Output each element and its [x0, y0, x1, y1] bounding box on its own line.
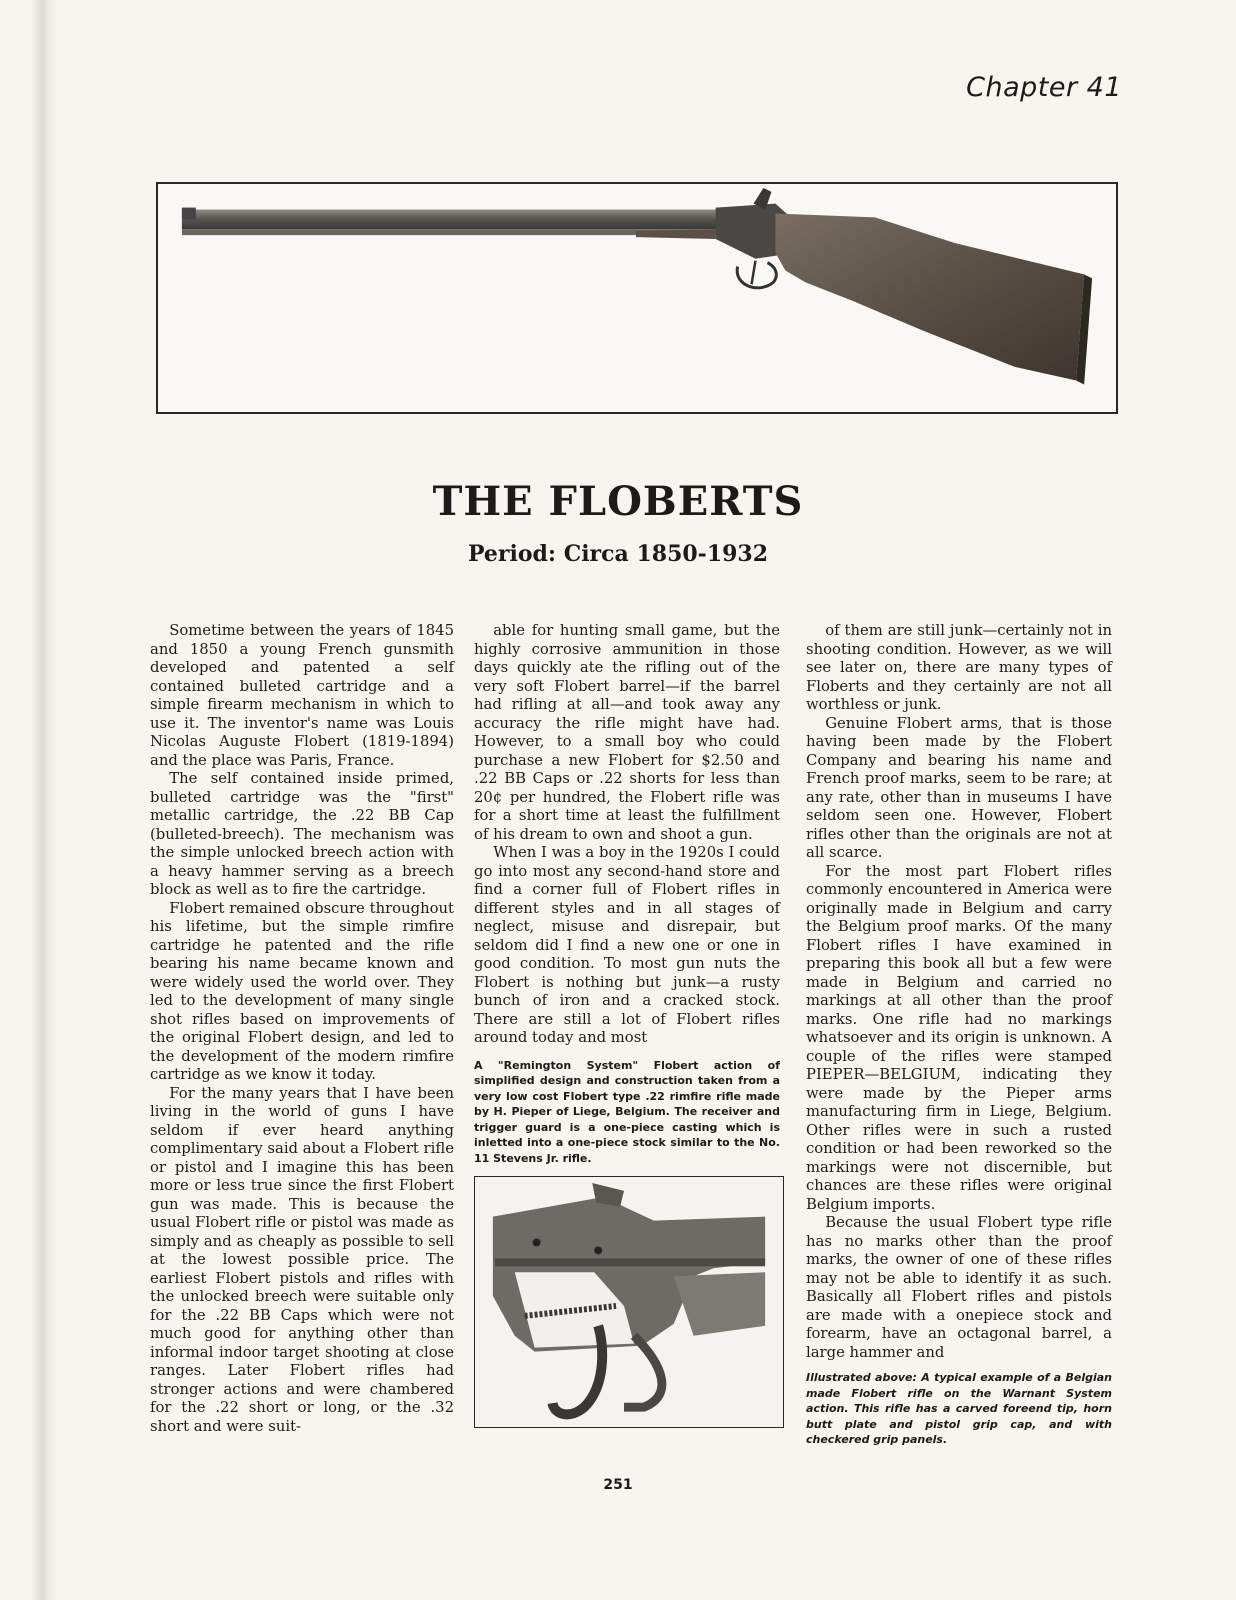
rifle-photo-caption: Illustrated above: A typical example of a Belgian made Flobert rifle on the Warnant System action. This rifle has a carved foreend tip, horn butt plate and pistol grip cap, and with checkered grip panels.	[806, 1371, 1112, 1446]
paragraph: of them are still junk—certainly not in shooting condition. However, as we will see later on, there are many types of Floberts and they certainly are not all worthless or junk.	[806, 622, 1112, 713]
text-column-1	[150, 622, 454, 1436]
paragraph: For the most part Flobert rifles commonly encountered in America were originally made in Belgium and carry the Belgium proof marks. Of the many Flobert rifles I have examined in preparing this book all but a few were made in Belgium and carried no markings at all other than the proof marks. One rifle had no markings whatsoever and its origin is unknown. A couple of the rifles were stamped PIEPER—BELGIUM, indicating they were made by the Pieper arms manufacturing firm in Liege, Belgium. Other rifles were in such a rusted condition or had been reworked so the markings were not discernible, but chances are these rifles were original Belgium imports.	[806, 862, 1112, 1213]
paragraph: Sometime between the years of 1845 and 1850 a young French gunsmith developed and patented a self contained bulleted cartridge and a simple firearm mechanism in which to use it. The inventor's name was Louis Nicolas Auguste Flobert (1819-1894) and the place was Paris, France.	[150, 622, 454, 769]
flobert-rifle-photo	[156, 182, 1118, 414]
article-title: THE FLOBERTS	[432, 478, 804, 525]
paragraph: Because the usual Flobert type rifle has no marks other than the proof marks, the owner of one of these rifles may not be able to identify it as such. Basically all Flobert rifles and pistols are made with a onepiece stock and forearm, have an octagonal barrel, a large hammer and	[806, 1214, 1112, 1361]
action-photo-caption: A "Remington System" Flobert action of simplified design and construction taken from a very low cost Flobert type .22 rimfire rifle made by H. Pieper of Liege, Belgium. The receiver and trigger guard is a one-piece casting which is inletted into a one-piece stock similar to the No. 11 Stevens Jr. rifle.	[474, 1058, 780, 1165]
page-number: 251	[603, 1477, 633, 1493]
paragraph: When I was a boy in the 1920s I could go into most any second-hand store and find a corner full of Flobert rifles in different styles and in all stages of neglect, misuse and disrepair, but seldom did I find a new one or one in good condition. To most gun nuts the Flobert is nothing but junk—a rusty bunch of iron and a cracked stock. There are still a lot of Flobert rifles around today and most	[474, 844, 780, 1046]
paragraph: For the many years that I have been living in the world of guns I have seldom if ever heard anything complimentary said about a Flobert rifle or pistol and I imagine this has been more or less true since the first Flobert gun was made. This is because the usual Flobert rifle or pistol was made as simply and as cheaply as possible to sell at the lowest possible price. The earliest Flobert pistols and rifles with the unlocked breech were suitable only for the .22 BB Caps which were not much good for anything other than informal indoor target shooting at close ranges. Later Flobert rifles had stronger actions and were chambered for the .22 short or long, or the .32 short and were suit-	[150, 1084, 454, 1435]
paragraph: able for hunting small game, but the highly corrosive ammunition in those days quickly ate the rifling out of the very soft Flobert barrel—if the barrel had rifling at all—and took away any accuracy the rifle might have had. However, to a small boy who could purchase a new Flobert for $2.50 and .22 BB Caps or .22 shorts for less than 20¢ per hundred, the Flobert rifle was for a short time at least the fulfillment of his dream to own and shoot a gun.	[474, 622, 780, 843]
text-column-3	[806, 622, 1112, 1448]
chapter-heading: Chapter 41	[966, 72, 1122, 103]
flobert-action-photo	[474, 1176, 784, 1428]
paragraph: Flobert remained obscure throughout his lifetime, but the simple rimfire cartridge he patented and the rifle bearing his name became known and were widely used the world over. They led to the development of many single shot rifles based on improvements of the original Flobert design, and led to the development of the modern rimfire cartridge as we know it today.	[150, 899, 454, 1083]
scan-shadow-edge	[32, 0, 58, 1600]
article-subtitle-period: Period: Circa 1850-1932	[467, 541, 769, 567]
text-column-2	[474, 622, 780, 1428]
paragraph: The self contained inside primed, bulleted cartridge was the "first" metallic cartridge, the .22 BB Cap (bulleted-breech). The mechanism was the simple unlocked breech action with a heavy hammer serving as a breech block as well as to fire the cartridge.	[150, 770, 454, 898]
paragraph: Genuine Flobert arms, that is those having been made by the Flobert Company and bearing his name and French proof marks, seem to be rare; at any rate, other than in museums I have seldom seen one. However, Flobert rifles other than the originals are not at all scarce.	[806, 714, 1112, 861]
